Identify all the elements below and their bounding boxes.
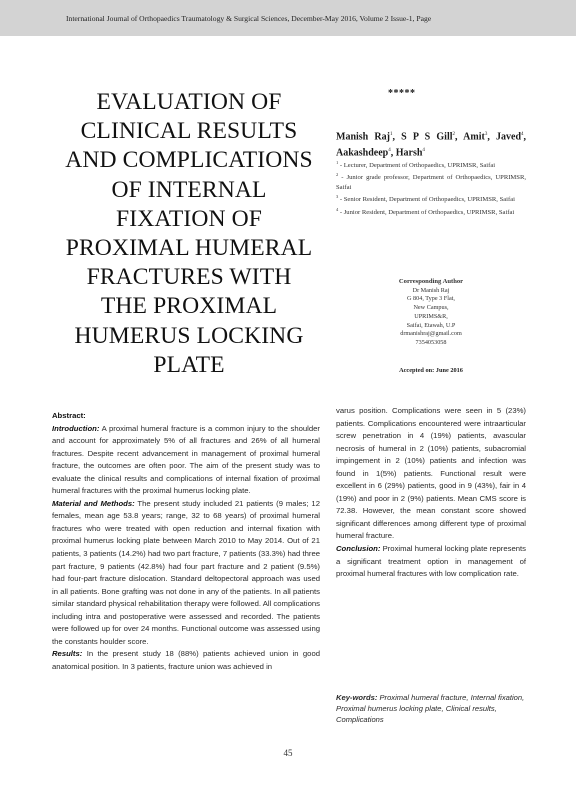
results-label: Results: — [52, 649, 83, 659]
author-sup: 1 — [389, 132, 393, 137]
introduction-text: A proximal humeral fracture is a common injury to the shoulder and account for approximately 5% of all fractures and 26% of all humeral fractures. Despite recent advancement in management of proximal humeral fracture, the outcomes are often poor. The aim of the present study was to evaluate the clinical results and complications of internal fixation of proximal humeral fractures with the proximal humerus locking plate. — [52, 423, 320, 496]
author-name: S P S Gill — [401, 131, 453, 143]
affiliation-sup: 1 — [336, 160, 339, 165]
affiliation — [336, 158, 526, 170]
title-line: CLINICAL RESULTS — [80, 118, 298, 145]
author-name: Harsh — [395, 147, 423, 159]
corresponding-phone: 7354053058 — [415, 338, 447, 346]
author-sep: , — [392, 131, 402, 143]
keywords — [336, 692, 526, 726]
author-name: Aakashdeep — [336, 147, 389, 159]
stars-separator: ***** — [388, 88, 416, 99]
conclusion-label: Conclusion: — [336, 544, 381, 554]
corresponding-line: New Campus, — [413, 304, 449, 312]
author-sup: 3 — [484, 132, 488, 137]
author-list — [336, 128, 526, 160]
keywords-text: Proximal humeral fracture, Internal fixation, Proximal humerus locking plate, Clinical results, Complications — [336, 693, 525, 725]
author-name: Javed — [496, 131, 521, 143]
affiliation — [336, 170, 526, 192]
author-sup: 4 — [388, 147, 391, 153]
affiliation — [336, 205, 526, 217]
methods-label: Material and Methods: — [52, 498, 135, 508]
abstract-introduction — [52, 423, 320, 498]
author-sup: 2 — [452, 132, 455, 137]
corresponding-email: drmanishraj@gmail.com — [400, 330, 462, 338]
title-line: EVALUATION OF — [96, 89, 282, 115]
abstract-heading: Abstract: — [52, 411, 86, 420]
title-line: THE PROXIMAL — [100, 293, 278, 320]
page-number: 45 — [283, 748, 293, 758]
affiliation-text: - Senior Resident, Department of Orthopaedics, UPRIMSR, Saifai — [338, 196, 515, 204]
title-line: FIXATION OF — [116, 205, 262, 232]
corresponding-line: G 804, Type 3 Flat, — [407, 295, 455, 303]
abstract-conclusion — [336, 543, 526, 581]
affiliation-sup: 3 — [336, 194, 339, 200]
title-line: AND COMPLICATIONS — [65, 147, 313, 174]
title-line: OF INTERNAL — [111, 176, 267, 203]
author-name: Amit — [463, 131, 485, 143]
accepted-date: Accepted on: June 2016 — [399, 367, 463, 374]
corresponding-line: Dr Manish Raj — [412, 286, 450, 294]
corresponding-heading: Corresponding Author — [398, 278, 464, 285]
affiliation-text: - Junior grade professor, Department of Orthopaedics, UPRIMSR, Saifai — [336, 174, 526, 191]
author-name: Manish Raj — [336, 131, 390, 143]
title-line: FRACTURES WITH — [86, 264, 292, 291]
corresponding-line: UPRIMS&R, — [414, 312, 448, 320]
title-line: PROXIMAL HUMERAL — [65, 235, 313, 262]
results-continued: varus position. Complications were seen in 5 (23%) patients. Complications encountered were intraarticular screw penetration in 4 (19%) patients, avascular necrosis of humeral in 2 (10%) patients, subacromial impingement in 2 (10%) patients and infection was found in 1(5%) patients. Functional result were excellent in 6 (29%) patients, good in 9 (43%), fair in 4 (19%) and poor in 2 (9%) patients. Mean CMS score is 72.38. However, the mean constant score showed significant differences among different type of proximal humeral fracture. — [336, 406, 526, 541]
title-line: HUMERUS LOCKING — [74, 322, 304, 349]
abstract-methods — [52, 498, 320, 649]
author-sep: , — [455, 131, 464, 143]
article-title — [48, 88, 330, 380]
introduction-label: Introduction: — [52, 423, 100, 433]
author-sup: 4 — [422, 147, 425, 153]
abstract-left-column — [52, 410, 320, 673]
author-sup: 4 — [521, 132, 524, 137]
results-text: In the present study 18 (88%) patients achieved union in good anatomical position. In 3 patients, fracture union was achieved in — [52, 649, 320, 671]
journal-header: International Journal of Orthopaedics Traumatology & Surgical Sciences, December-May 2016, Volume 2 Issue-1, Page — [66, 14, 432, 23]
affiliation-sup: 4 — [336, 206, 339, 212]
corresponding-line: Saifai, Etawah, U.P — [406, 321, 456, 329]
affiliation-sup: 2 — [336, 172, 339, 178]
keywords-label: Key-words: — [336, 693, 378, 702]
conclusion-text: Proximal humeral locking plate represents a significant treatment option in management of proximal humeral fractures with low complication rate. — [336, 544, 526, 579]
abstract-right-column — [336, 405, 526, 581]
affiliations — [336, 158, 526, 217]
affiliation-text: - Junior Resident, Department of Orthopaedics, UPRIMSR, Saifai — [338, 208, 515, 216]
author-sep: , — [390, 147, 396, 159]
affiliation — [336, 192, 526, 204]
author-sep: , — [487, 131, 496, 143]
abstract-results — [52, 648, 320, 673]
corresponding-author — [336, 278, 526, 348]
affiliation-text: - Lecturer, Department of Orthopaedics, UPRIMSR, Saifai — [338, 162, 496, 170]
author-sep: , — [523, 131, 526, 143]
title-line: PLATE — [153, 351, 225, 378]
methods-text: The present study included 21 patients (9 males; 12 females, mean age 53.8 years; range, 32 to 68 years) of proximal humeral fractures who were treated with open reduction and internal fixation with proximal humerus locking plate between March 2010 to May 2014. Out of 21 patients, 3 patients (14.2%) had two part fracture, 7 patients (33.3%) had three part fracture, 9 patients (42.8%) had four part fracture and 2 patient (9.5%) had four-part fracture dislocation. Standard deltopectoral approach was used in all patients. Bone grafting was not done in any of the patients. In all patients similar standard physical rehabilitation therapy were followed. All complications including intra and postoperative were assessed and recorded. The patients were followed up for over 24 months. Functional outcome was assessed using the constants houlder score. — [52, 498, 320, 646]
